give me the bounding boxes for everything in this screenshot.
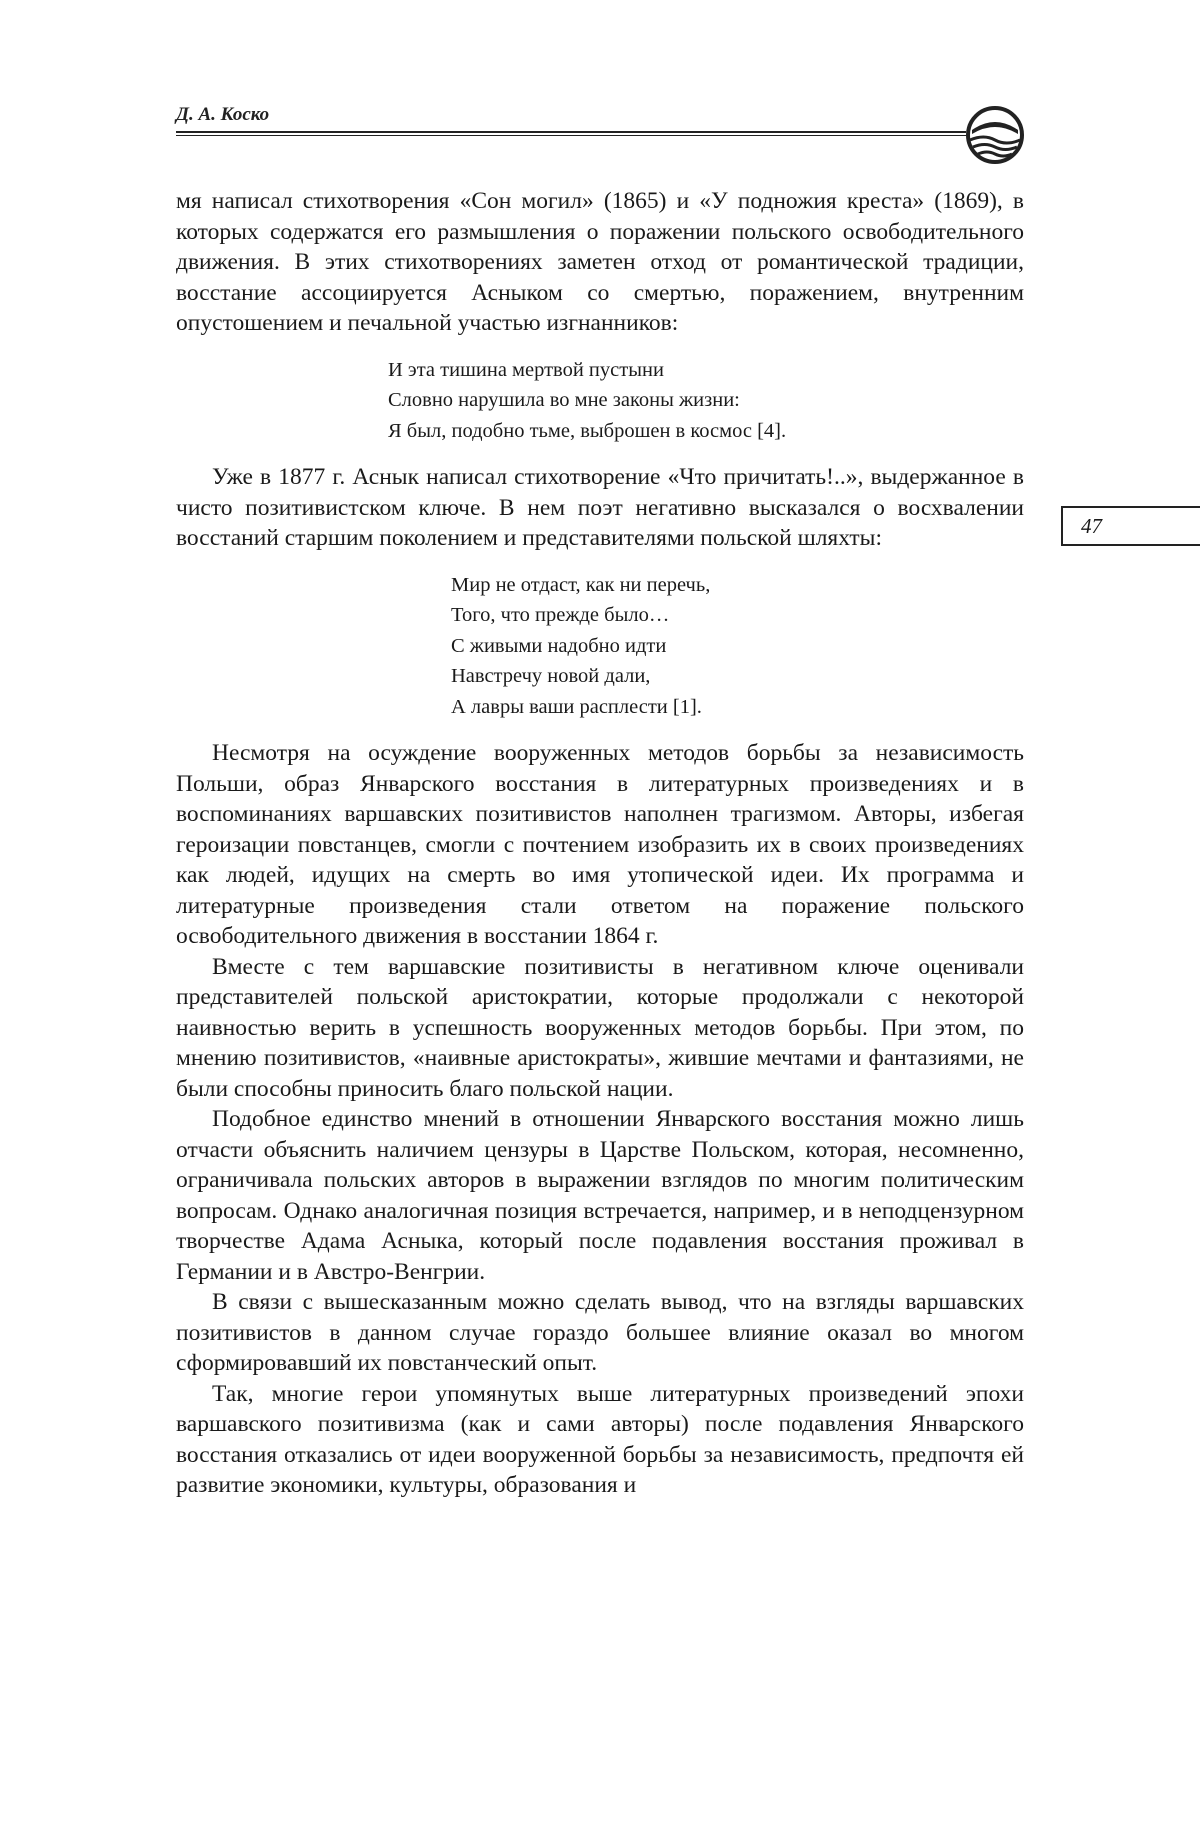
verse-line: Того, что прежде было… [451, 604, 670, 626]
paragraph: мя написал стихотворения «Сон могил» (1865) и «У подножия креста» (1869), в которых содержатся его размышления о поражении польского освободительного движения. В этих стихотворениях заметен отход от романтической традиции, восстание ассоциируется Асныком со смертью, поражением, внутренним опустошением и печальной участью изгнанников: [176, 188, 1024, 336]
header-rule-thin [176, 135, 966, 136]
paragraph: Несмотря на осуждение вооруженных методов борьбы за независимость Польши, образ Январского восстания в литературных произведениях и в воспоминаниях варшавских позитивистов наполнен трагизмом. Авторы, избегая героизации повстанцев, смогли с почтением изобразить их в своих произведениях как людей, идущих на смерть во имя утопической идеи. Их программа и литературные произведения стали ответом на поражение польского освободительного движения в восстании 1864 г. [176, 740, 1024, 949]
verse-line: А лавры ваши расплести [1]. [451, 695, 702, 718]
verse-line: Мир не отдаст, как ни перечь, [451, 573, 711, 596]
verse-line: Я был, подобно тьме, выброшен в космос [4]. [388, 419, 787, 442]
paragraph: Уже в 1877 г. Аснык написал стихотворение «Что причитать!..», выдержанное в чисто позитивистском ключе. В нем поэт негативно высказался о восхвалении восстаний старшим поколением и представителями польской шляхты: [176, 464, 1024, 551]
verse-quote-2 [176, 570, 1024, 723]
paragraph: В связи с вышесказанным можно сделать вывод, что на взгляды варшавских позитивистов в данном случае гораздо большее влияние оказал во многом сформировавший их повстанческий опыт. [176, 1289, 1024, 1376]
publisher-logo-icon [964, 104, 1026, 166]
verse-quote-1 [176, 355, 1024, 447]
paragraph: Вместе с тем варшавские позитивисты в негативном ключе оценивали представителей польской аристократии, которые продолжали с некоторой наивностью верить в успешность вооруженных методов борьбы. При этом, по мнению позитивистов, «наивные аристократы», жившие мечтами и фантазиями, не были способны приносить благо польской нации. [176, 953, 1024, 1102]
header-rule [176, 131, 966, 133]
verse-line: И эта тишина мертвой пустыни [388, 358, 664, 381]
page-number: 47 [1081, 514, 1102, 538]
header-author: Д. А. Коско [176, 104, 270, 125]
main-text [176, 186, 1024, 1501]
paragraph: Подобное единство мнений в отношении Январского восстания можно лишь отчасти объяснить наличием цензуры в Царстве Польском, которая, несомненно, ограничивала польских авторов в выражении взглядов по многим политическим вопросам. Однако аналогичная позиция встречается, например, и в неподцензурном творчестве Адама Асныка, который после подавления восстания проживал в Германии и в Австро-Венгрии. [176, 1106, 1024, 1285]
verse-line: С живыми надобно идти [451, 634, 667, 657]
paragraph: Так, многие герои упомянутых выше литературных произведений эпохи варшавского позитивизма (как и сами авторы) после подавления Январского восстания отказались от идеи вооруженной борьбы за независимость, предпочтя ей развитие экономики, культуры, образования и [176, 1380, 1024, 1498]
page-number-box [1061, 506, 1200, 546]
verse-line: Навстречу новой дали, [451, 665, 651, 687]
verse-line: Словно нарушила во мне законы жизни: [388, 389, 740, 411]
